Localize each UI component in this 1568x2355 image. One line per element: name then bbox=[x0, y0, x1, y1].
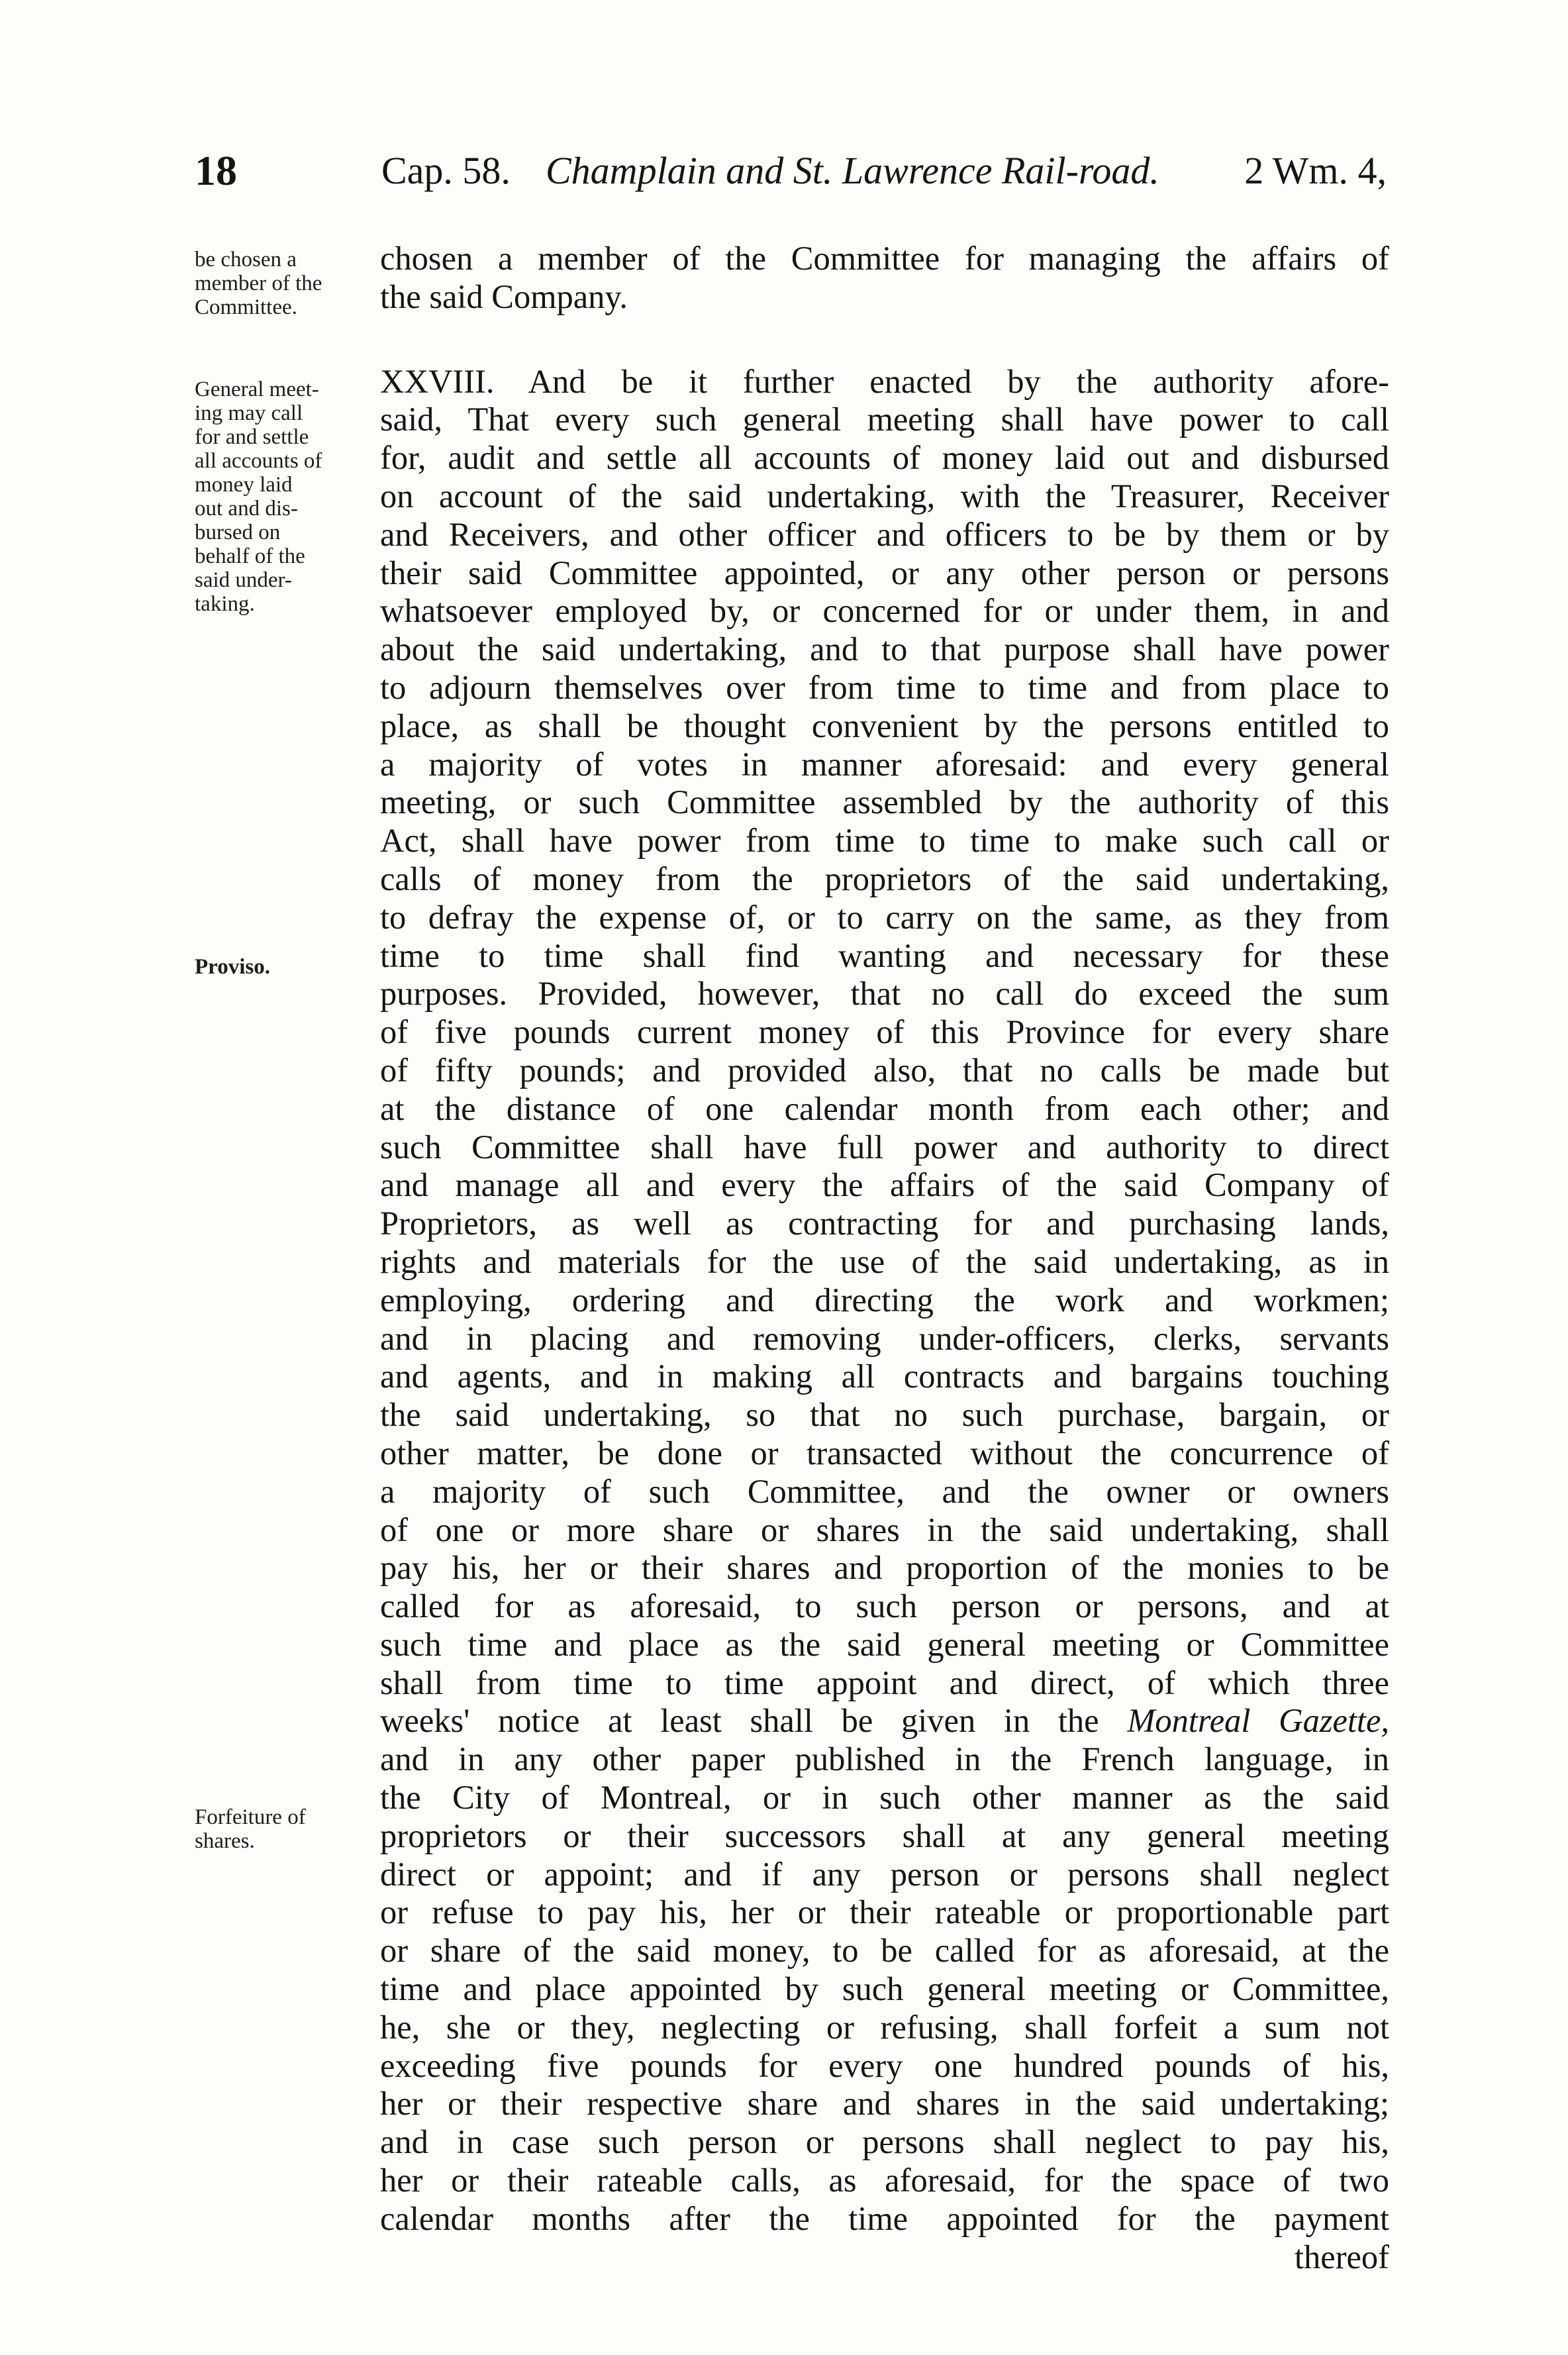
body-line: proprietors or their successors shall at any general meeting bbox=[380, 1817, 1389, 1854]
body-line: or share of the said money, to be called for as aforesaid, at the bbox=[380, 1932, 1389, 1970]
body-line: the City of Montreal, or in such other manner as the said bbox=[380, 1779, 1389, 1817]
body-line: called for as aforesaid, to such person or persons, and at bbox=[380, 1587, 1389, 1625]
body-line: time and place appointed by such general meeting or Committee, bbox=[380, 1970, 1389, 2008]
running-title: Champlain and St. Lawrence Rail-road. bbox=[546, 149, 1159, 192]
body-line: pay his, her or their shares and proportion of the monies to be bbox=[380, 1549, 1389, 1587]
body-line: chosen a member of the Committee for managing the affairs of bbox=[380, 240, 1389, 277]
body-line: their said Committee appointed, or any other person or persons bbox=[380, 554, 1389, 591]
body-line: the said undertaking, so that no such purchase, bargain, or bbox=[380, 1396, 1389, 1434]
body-line: place, as shall be thought convenient by the persons entitled to bbox=[380, 707, 1389, 744]
body-line: to adjourn themselves over from time to time and from place to bbox=[380, 668, 1389, 706]
body-line: or refuse to pay his, her or their rateable or proportionable part bbox=[380, 1893, 1389, 1931]
body-line: of five pounds current money of this Province for every share bbox=[380, 1013, 1389, 1051]
body-line: and manage all and every the affairs of the said Company of bbox=[380, 1166, 1389, 1204]
body-line: her or their respective share and shares in the said undertaking; bbox=[380, 2085, 1389, 2123]
body-line: meeting, or such Committee assembled by the authority of this bbox=[380, 783, 1389, 821]
body-line: to defray the expense of, or to carry on the same, as they from bbox=[380, 898, 1389, 936]
body-line: rights and materials for the use of the said undertaking, as in bbox=[380, 1242, 1389, 1280]
body-line: for, audit and settle all accounts of money laid out and disbursed bbox=[380, 439, 1389, 477]
section-heading-line: XXVIII. And be it further enacted by the authority afore- bbox=[380, 362, 1389, 400]
body-line: said, That every such general meeting shall have power to call bbox=[380, 401, 1389, 438]
margin-note-forfeiture: Forfeiture of shares. bbox=[195, 1805, 306, 1853]
body-line: Act, shall have power from time to time to make such call or bbox=[380, 822, 1389, 860]
body-line: of one or more share or shares in the said undertaking, shall bbox=[380, 1511, 1389, 1548]
body-line: whatsoever employed by, or concerned for or under them, in and bbox=[380, 592, 1389, 630]
body-line: and agents, and in making all contracts and bargains touching bbox=[380, 1358, 1389, 1395]
body-line: Proprietors, as well as contracting for and purchasing lands, bbox=[380, 1205, 1389, 1242]
body-line: and in placing and removing under-officers, clerks, servants bbox=[380, 1319, 1389, 1357]
body-line: exceeding five pounds for every one hundred pounds of his, bbox=[380, 2046, 1389, 2084]
regnal-year: 2 Wm. 4, bbox=[1244, 149, 1387, 192]
body-line: employing, ordering and directing the work and workmen; bbox=[380, 1281, 1389, 1319]
body-line: shall from time to time appoint and direct, of which three bbox=[380, 1664, 1389, 1701]
body-line: purposes. Provided, however, that no call do exceed the sum bbox=[380, 975, 1389, 1013]
body-line: of fifty pounds; and provided also, that no calls be made but bbox=[380, 1051, 1389, 1089]
body-line: at the distance of one calendar month from each other; and bbox=[380, 1089, 1389, 1127]
body-line: her or their rateable calls, as aforesaid, for the space of two bbox=[380, 2162, 1389, 2199]
body-line: direct or appoint; and if any person or persons shall neglect bbox=[380, 1855, 1389, 1893]
margin-note-committee: be chosen a member of the Committee. bbox=[195, 248, 322, 319]
body-line: and in case such person or persons shall neglect to pay his, bbox=[380, 2123, 1389, 2161]
body-line: on account of the said undertaking, with the Treasurer, Receiver bbox=[380, 477, 1389, 515]
body-line: a majority of votes in manner aforesaid: and every general bbox=[380, 745, 1389, 783]
body-text bbox=[380, 240, 1389, 2276]
body-line-segment: weeks' notice at least shall be given in the bbox=[380, 1702, 1099, 1740]
body-line: about the said undertaking, and to that purpose shall have power bbox=[380, 630, 1389, 668]
catchword: thereof bbox=[1295, 2238, 1389, 2276]
margin-note-proviso: Proviso. bbox=[195, 955, 270, 979]
body-line: such Committee shall have full power and authority to direct bbox=[380, 1128, 1389, 1166]
running-head bbox=[195, 144, 1387, 197]
body-line: calendar months after the time appointed for the payment bbox=[380, 2199, 1389, 2237]
body-line: and Receivers, and other officer and officers to be by them or by bbox=[380, 515, 1389, 553]
body-line: other matter, be done or transacted without the concurrence of bbox=[380, 1434, 1389, 1472]
page-number: 18 bbox=[195, 147, 237, 194]
body-line: a majority of such Committee, and the owner or owners bbox=[380, 1472, 1389, 1510]
body-line: he, she or they, neglecting or refusing, shall forfeit a sum not bbox=[380, 2008, 1389, 2046]
body-line: the said Company. bbox=[380, 277, 628, 315]
body-line: such time and place as the said general meeting or Committee bbox=[380, 1625, 1389, 1663]
chapter-label: Cap. 58. bbox=[381, 149, 511, 192]
body-line: and in any other paper published in the French language, in bbox=[380, 1740, 1389, 1778]
body-line-with-italic bbox=[380, 1702, 1389, 1740]
margin-note-general-meeting: General meet- ing may call for and settle all accounts of money laid out and dis- bursed on behalf of the said under- taking. bbox=[195, 377, 322, 616]
body-line: calls of money from the proprietors of the said undertaking, bbox=[380, 860, 1389, 897]
body-line: time to time shall find wanting and necessary for these bbox=[380, 936, 1389, 974]
gazette-name: Montreal Gazette, bbox=[1127, 1702, 1389, 1740]
